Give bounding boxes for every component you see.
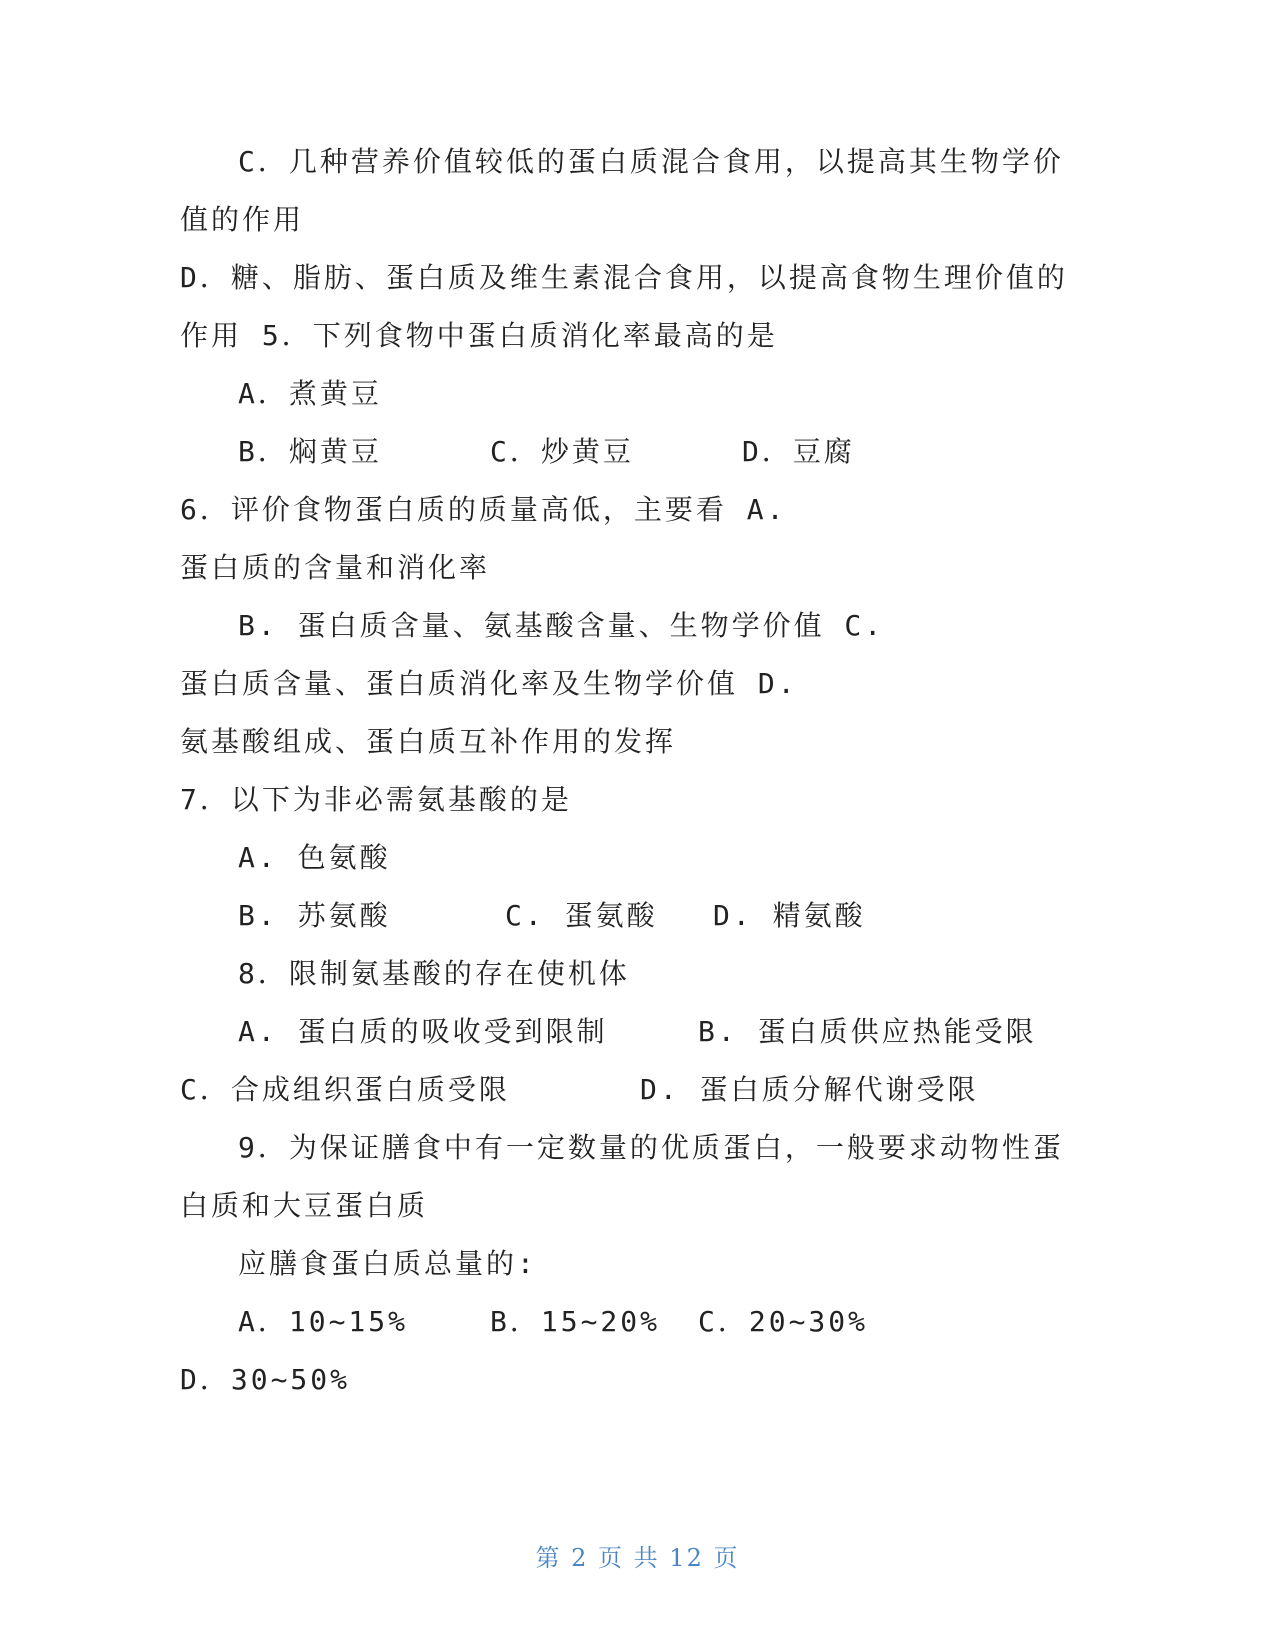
option-text: A．10~15% <box>238 1305 409 1338</box>
option-text: D. 精氨酸 <box>713 899 866 932</box>
option-text: D．30~50% <box>180 1363 351 1396</box>
option-text: A. 蛋白质的吸收受到限制 <box>238 1015 608 1048</box>
question-text: 9．为保证膳食中有一定数量的优质蛋白，一般要求动物性蛋 <box>238 1131 1064 1164</box>
text-line: 白质和大豆蛋白质 <box>180 1189 429 1222</box>
option-text: C．炒黄豆 <box>490 435 634 468</box>
option-text: B. 苏氨酸 <box>238 899 391 932</box>
page-footer: 第 2 页 共 12 页 <box>535 1544 740 1572</box>
option-text: C．合成组织蛋白质受限 <box>180 1073 510 1106</box>
option-text: C．20~30% <box>698 1305 869 1338</box>
option-text: A．煮黄豆 <box>238 377 382 410</box>
option-text: C. 蛋氨酸 <box>505 899 658 932</box>
text-line: B. 蛋白质含量、氨基酸含量、生物学价值 C. <box>238 609 885 642</box>
option-text: D．豆腐 <box>742 435 855 468</box>
question-text: 7．以下为非必需氨基酸的是 <box>180 783 572 816</box>
text-line: 应膳食蛋白质总量的: <box>238 1247 537 1280</box>
text-line: 蛋白质的含量和消化率 <box>180 551 491 584</box>
text-line: 值的作用 <box>180 203 305 236</box>
text-line: 氨基酸组成、蛋白质互补作用的发挥 <box>180 725 677 758</box>
option-text: B．15~20% <box>490 1305 661 1338</box>
question-text: 6．评价食物蛋白质的质量高低，主要看 A. <box>180 493 787 526</box>
text-line: 蛋白质含量、蛋白质消化率及生物学价值 D. <box>180 667 798 700</box>
text-line: 作用 5．下列食物中蛋白质消化率最高的是 <box>180 319 778 352</box>
question-text: 8．限制氨基酸的存在使机体 <box>238 957 630 990</box>
option-text: D. 蛋白质分解代谢受限 <box>640 1073 979 1106</box>
option-text: B. 蛋白质供应热能受限 <box>698 1015 1037 1048</box>
option-text: A. 色氨酸 <box>238 841 391 874</box>
text-line: D．糖、脂肪、蛋白质及维生素混合食用，以提高食物生理价值的 <box>180 261 1068 294</box>
option-text: B．焖黄豆 <box>238 435 382 468</box>
text-line: C．几种营养价值较低的蛋白质混合食用，以提高其生物学价 <box>238 145 1064 178</box>
